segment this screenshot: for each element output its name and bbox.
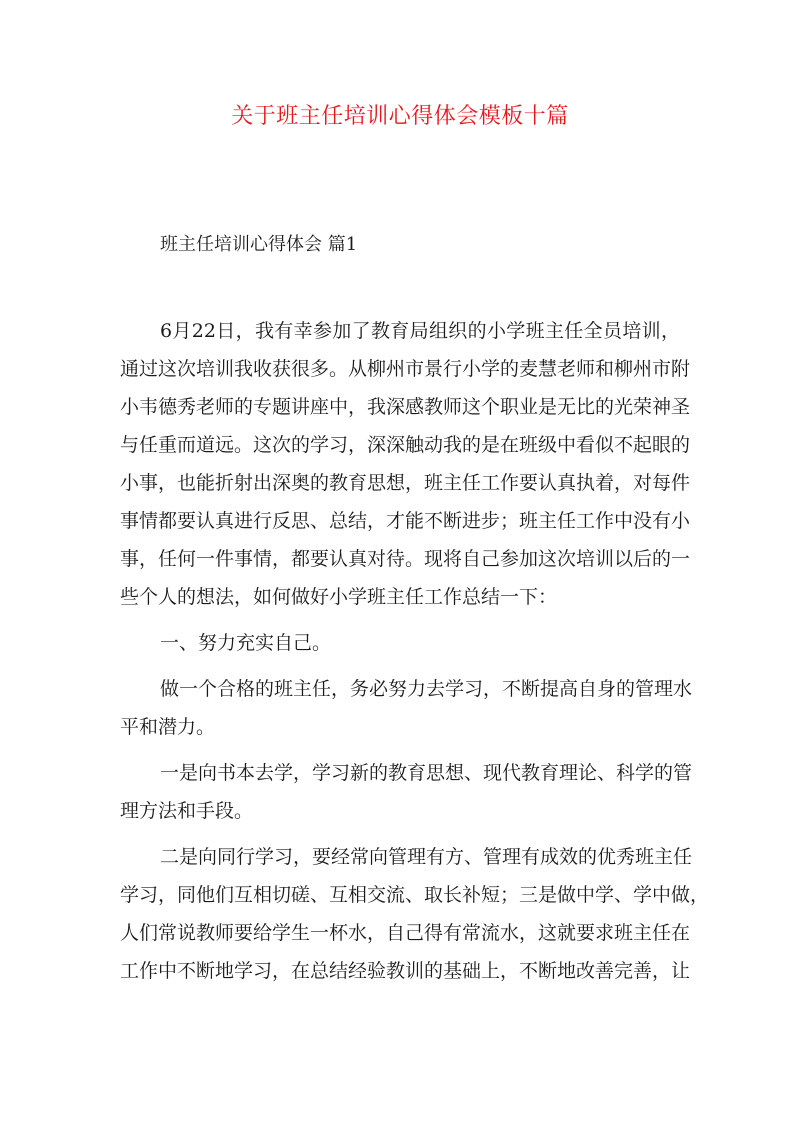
paragraph [120,754,693,830]
text-line: 事，任何一件事情，都要认真对待。现将自己参加这次培训以后的一 [120,548,691,570]
paragraph [120,312,691,616]
text-line: 平和潜力。 [120,716,216,738]
text-line: 理方法和手段。 [120,800,254,822]
text-line: 一是向书本去学，学习新的教育思想、现代教育理论、科学的管 [160,762,693,784]
text-line: 做一个合格的班主任，务必努力去学习，不断提高自身的管理水 [160,678,693,700]
text-line: 些个人的想法，如何做好小学班主任工作总结一下： [120,586,558,608]
text-line: 事情都要认真进行反思、总结，才能不断进步；班主任工作中没有小 [120,510,691,532]
text-line: 二是向同行学习，要经常向管理有方、管理有成效的优秀班主任 [160,846,693,868]
document-title: 关于班主任培训心得体会模板十篇 [231,104,569,129]
paragraph [120,838,710,990]
text-line: 小韦德秀老师的专题讲座中，我深感教师这个职业是无比的光荣神圣 [120,396,691,418]
document-body [120,312,710,998]
text-line: 一、努力充实自己。 [160,632,332,654]
text-line: 通过这次培训我收获很多。从柳州市景行小学的麦慧老师和柳州市附 [120,358,691,380]
text-line: 工作中不断地学习，在总结经验教训的基础上，不断地改善完善，让 [120,960,691,982]
text-line: 小事，也能折射出深奥的教育思想，班主任工作要认真执着，对每件 [120,472,691,494]
paragraph [120,670,693,746]
text-line: 与任重而道远。这次的学习，深深触动我的是在班级中看似不起眼的 [120,434,691,456]
text-line: 学习，同他们互相切磋、互相交流、取长补短；三是做中学、学中做， [120,884,710,906]
section-heading: 班主任培训心得体会 篇1 [160,234,358,255]
text-line: 6月22日，我有幸参加了教育局组织的小学班主任全员培训， [160,320,680,342]
paragraph [120,624,680,662]
text-line: 人们常说教师要给学生一杯水，自己得有常流水，这就要求班主任在 [120,922,691,944]
